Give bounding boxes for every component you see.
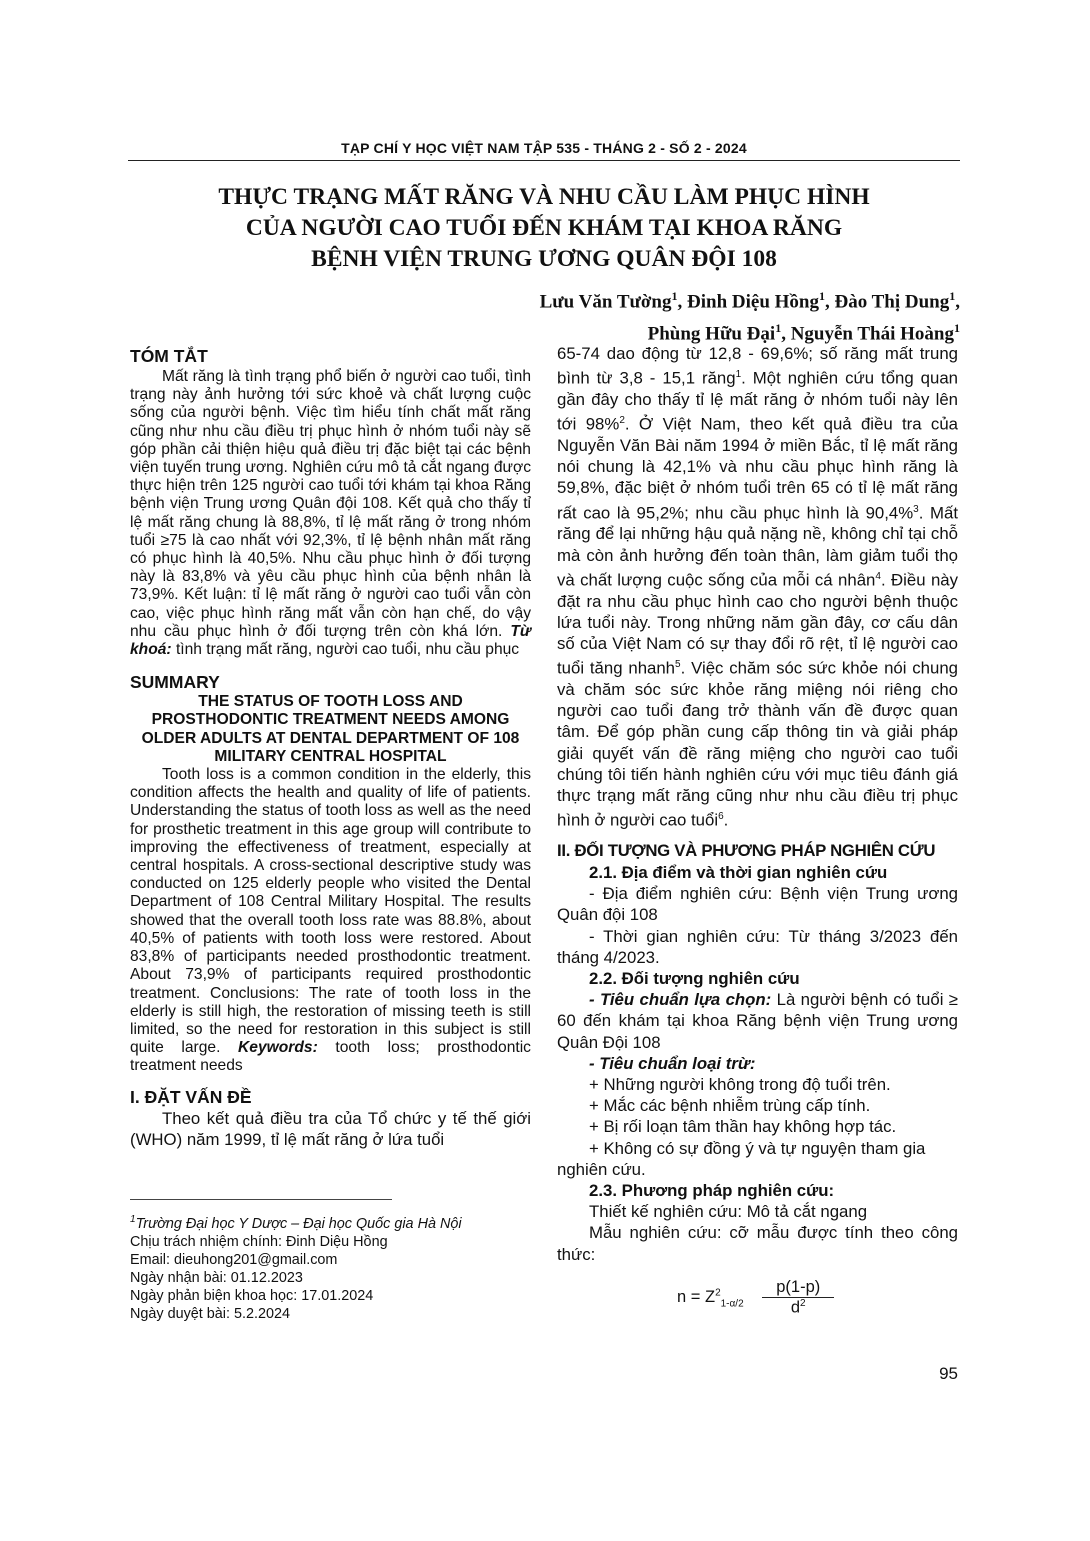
study-time: - Thời gian nghiên cứu: Từ tháng 3/2023 đến tháng 4/2023. [557, 926, 958, 967]
citation: 4 [875, 570, 881, 582]
citation: 3 [913, 503, 919, 515]
section-2-1: 2.1. Địa điểm và thời gian nghiên cứu [589, 863, 888, 883]
abstract-vi [130, 368, 531, 659]
citation: 5 [675, 659, 681, 671]
footnote-mark: 1 [130, 1214, 136, 1225]
footnote-email: Email: dieuhong201@gmail.com [130, 1251, 338, 1268]
right-column [557, 343, 958, 1265]
section-2-3: 2.3. Phương pháp nghiên cứu: [589, 1181, 835, 1201]
title-line-1: THỰC TRẠNG MẤT RĂNG VÀ NHU CẦU LÀM PHỤC HÌNH [218, 184, 870, 210]
summary-text: Tooth loss is a common condition in the elderly, this condition affects the health and quality of life of patients. Understanding the status of tooth loss as well as the need for prosthetic treatment in this age group will contribute to improving the effectiveness of treatment, especially at central hospitals. A cross-sectional descriptive study was conducted on 125 elderly people who visited the Dental Department of 108 Central Military Hospital. The results showed that the overall tooth loss rate was 88.8%, about 40,5% of patients with tooth loss were restored. About 83,8% of participants needed prosthodontic treatment. About 73,9% of participants required prosthodontic treatment. Conclusions: The rate of tooth loss in the elderly is still high, the restoration of missing teeth is still limited, so the need for restoration in this subject is still quite large. [130, 766, 531, 1057]
formula-sup: 2 [715, 1287, 721, 1299]
footnote-responsible: Chịu trách nhiệm chính: Đinh Diệu Hồng [130, 1233, 388, 1250]
page-number: 95 [939, 1364, 958, 1383]
author-name: Phùng Hữu Đại [647, 323, 776, 345]
section-2-2: 2.2. Đối tượng nghiên cứu [589, 969, 800, 989]
formula-fraction [762, 1278, 834, 1318]
exclusion-item: + Không có sự đồng ý và tự nguyện tham gia nghiên cứu. [557, 1138, 926, 1179]
header-rule [128, 160, 960, 161]
author-name: Lưu Văn Tường [539, 291, 672, 313]
left-column [130, 345, 531, 1150]
intro-heading: I. ĐẶT VẤN ĐỀ [130, 1086, 252, 1107]
exclusion-label: - Tiêu chuẩn loại trừ: [589, 1053, 756, 1073]
intro-seg: . Ở Việt Nam, theo kết quả điều tra của Nguyễn Văn Bài năm 1994 ở miền Bắc, tỉ lệ mất răng nói chung là 42,1% và nhu cầu phục hình răng là 59,8%, đặc biệt ở nhóm tuổi trên 65 có tỉ lệ mất răng rất cao là 95,2%; nhu cầu phục hình là 90,4% [557, 414, 958, 523]
formula-den-sup: 2 [800, 1298, 806, 1309]
formula-denominator [762, 1298, 834, 1318]
intro-seg: 65-74 dao động từ 12,8 - 69,6%; số răng mất trung bình từ 3,8 - 15,1 răng [557, 344, 958, 388]
intro-text-right [557, 343, 958, 831]
footnote-rule [130, 1199, 392, 1200]
keywords-en: tooth loss; prosthodontic treatment needs [130, 1039, 531, 1075]
formula-lhs: n = Z [677, 1288, 716, 1307]
article-title [128, 182, 960, 275]
affiliation-mark: 1 [671, 289, 678, 303]
study-design: Thiết kế nghiên cứu: Mô tả cắt ngang [589, 1202, 868, 1222]
affiliation-mark: 1 [775, 321, 782, 336]
keywords-vi: tình trạng mất răng, người cao tuổi, nhu cầu phục [175, 641, 520, 659]
sample-size-formula [677, 1278, 834, 1318]
affiliation-text: Trường Đại học Y Dược – Đại học Quốc gia Hà Nội [135, 1215, 462, 1232]
author-name: Nguyễn Thái Hoàng [790, 323, 954, 345]
footnote-affiliation [130, 1211, 531, 1233]
footnotes [130, 1211, 531, 1323]
sample-size: Mẫu nghiên cứu: cỡ mẫu được tính theo công thức: [557, 1223, 958, 1264]
footnote-received: Ngày nhận bài: 01.12.2023 [130, 1269, 303, 1286]
abstract-vi-text: Mất răng là tình trạng phổ biến ở người cao tuổi, tình trạng này ảnh hưởng tới sức khoẻ và chất lượng cuộc sống của người bệnh. Việc tìm hiểu tính chất mất răng cũng như nhu cầu điều trị phục hình ở nhóm tuổi này sẽ góp phần cải thiện hiệu quả điều trị đặc biệt tại các bệnh viện tuyến trung ương. Nghiên cứu mô tả cắt ngang được thực hiện trên 125 người cao tuổi tới khám tại khoa Răng bệnh viện Trung ương Quân đội 108. Kết quả cho thấy tỉ lệ mất răng chung là 88,8%, tỉ lệ mất răng ở trong nhóm tuổi ≥75 là cao nhất với 92,3%, tỉ lệ bệnh nhân mất răng có phục hình là 40,5%. Nhu cầu phục hình ở đối tượng này là 83,8% và yêu cầu phục hình của bệnh nhân là 73,9%. Kết luận: tỉ lệ mất răng ở người cao tuổi vẫn còn cao, việc phục hình răng mất vẫn còn hạn chế, do vậy nhu cầu phục hình ở đối tượng trên còn khá lớn. [130, 368, 531, 640]
abstract-heading: TÓM TẮT [130, 346, 208, 366]
title-line-2: CỦA NGƯỜI CAO TUỔI ĐẾN KHÁM TẠI KHOA RĂNG [245, 215, 843, 241]
inclusion-criteria [557, 989, 958, 1053]
exclusion-item: + Bị rối loạn tâm thần hay không hợp tác. [589, 1117, 897, 1137]
exclusion-item: + Mắc các bệnh nhiễm trùng cấp tính. [589, 1096, 871, 1116]
keywords-label-en: Keywords: [238, 1039, 318, 1057]
journal-header: TẠP CHÍ Y HỌC VIỆT NAM TẬP 535 - THÁNG 2 - SỐ 2 - 2024 [341, 140, 747, 156]
summary-body [130, 766, 531, 1075]
methods-heading: II. ĐỐI TƯỢNG VÀ PHƯƠNG PHÁP NGHIÊN CỨU [557, 841, 936, 861]
intro-seg: . Điều này đặt ra nhu cầu phục hình cao cho người bệnh thuộc lứa tuổi này. Trong những năm gần đây, cơ cấu dân số của Việt Nam có sự thay đổi rõ rệt, tỉ lệ người cao tuổi tăng nhanh [557, 570, 958, 678]
intro-seg: . Mất răng để lại những hậu quả nặng nề, không chỉ tại chỗ mà còn ảnh hưởng đến toàn thân, làm giảm tuổi thọ và chất lượng cuộc sống của mỗi cá nhân [557, 503, 958, 590]
intro-seg: . Một nghiên cứu tổng quan gần đây cho thấy tỉ lệ mất răng ở nhóm tuổi này lên tới 98% [557, 368, 958, 434]
summary-title: THE STATUS OF TOOTH LOSS AND PROSTHODONTIC TREATMENT NEEDS AMONG OLDER ADULTS AT DENTAL DEPARTMENT OF 108 MILITARY CENTRAL HOSPITAL [141, 693, 520, 765]
author-name: Đào Thị Dung [834, 291, 950, 313]
citation: 2 [619, 415, 625, 427]
formula-sub: 1-α/2 [720, 1298, 744, 1310]
formula-den-var: d [790, 1298, 801, 1317]
affiliation-mark: 1 [818, 289, 825, 303]
footnote-accepted: Ngày duyệt bài: 5.2.2024 [130, 1305, 291, 1322]
summary-heading: SUMMARY [130, 672, 220, 693]
exclusion-item: + Những người không trong độ tuổi trên. [589, 1075, 891, 1095]
footnote-reviewed: Ngày phản biện khoa học: 17.01.2024 [130, 1287, 374, 1304]
author-list: Lưu Văn Tường$^1$, Đinh Diệu Hồng$^1$, Đào Thị Dung$^1$, Phùng Hữu Đại$^1$, Nguyễn Thái Hoàng$^1$ [539, 289, 960, 345]
inclusion-text: Là người bệnh có tuổi ≥ 60 đến khám tại khoa Răng bệnh viện Trung ương Quân Đội 108 [557, 990, 959, 1052]
title-line-3: BỆNH VIỆN TRUNG ƯƠNG QUÂN ĐỘI 108 [311, 246, 777, 272]
intro-text-left: Theo kết quả điều tra của Tổ chức y tế thế giới (WHO) năm 1999, tỉ lệ mất răng ở lứa tuổi [130, 1108, 531, 1149]
affiliation-mark: 1 [954, 321, 960, 336]
inclusion-label: - Tiêu chuẩn lựa chọn: [589, 990, 772, 1010]
affiliation-mark: 1 [949, 289, 956, 303]
intro-seg: . Việc chăm sóc sức khỏe nói chung và chăm sóc sức khỏe răng miệng nói riêng cho người cao tuổi đang trở thành vấn đề được quan tâm. Để góp phần cung cấp thông tin và giải pháp giải quyết vấn đề răng miệng cho người cao tuổi chúng tôi tiến hành nghiên cứu với mục tiêu đánh giá thực trạng mất răng cũng như nhu cầu điều trị phục hình ở người cao tuổi [557, 658, 958, 830]
study-place: - Địa điểm nghiên cứu: Bệnh viện Trung ương Quân đội 108 [557, 884, 958, 925]
intro-seg: . [723, 810, 729, 830]
author-name: Đinh Diệu Hồng [687, 291, 819, 313]
formula-numerator: p(1-p) [762, 1278, 834, 1298]
citation: 6 [718, 811, 724, 823]
citation: 1 [735, 369, 742, 381]
keywords-label-vi: Từ khoá: [130, 622, 531, 659]
